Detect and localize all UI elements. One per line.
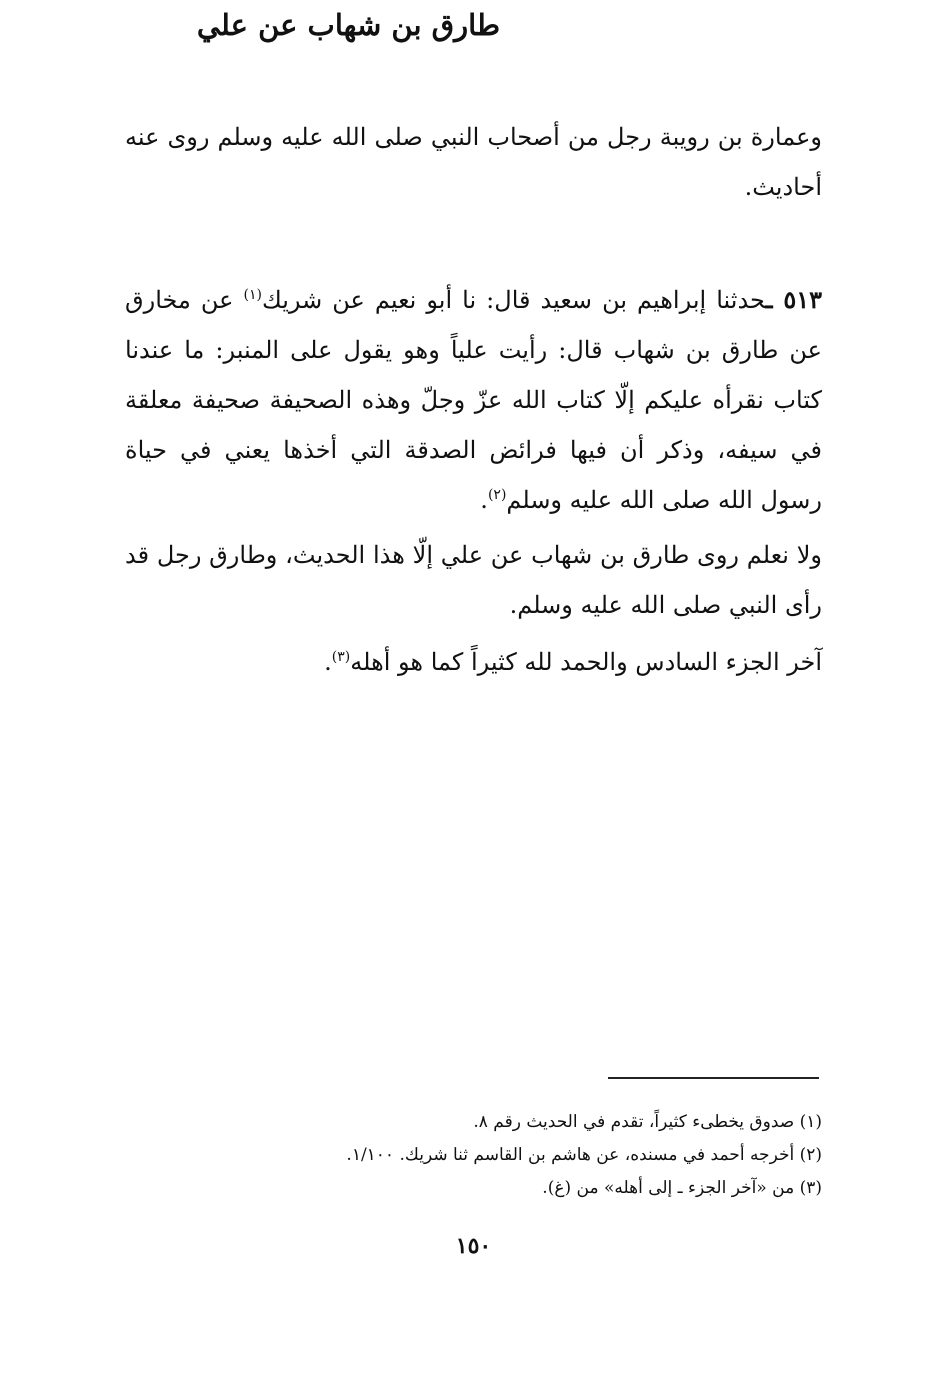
page-number: ١٥٠ [455, 1233, 492, 1259]
hadith-text-c: . [480, 486, 488, 514]
hadith-paragraph [125, 275, 822, 525]
hadith-text-b: عن مخارق عن طارق بن شهاب قال: رأيت علياً وهو يقول على المنبر: ما عندنا كتاب نقرأه عليكم إلّا كتاب الله عزّ وجلّ وهذه الصحيفة صحيفة معلقة في سيفه، وذكر أن فيها فرائض الصدقة التي أخذها يعني في حياة رسول الله صلى الله عليه وسلم [125, 286, 823, 514]
hadith-number: ٥١٣ ـ [765, 285, 822, 314]
section-heading: طارق بن شهاب عن علي [196, 8, 501, 42]
intro-paragraph: وعمارة بن رويبة رجل من أصحاب النبي صلى الله عليه وسلم روى عنه أحاديث. [125, 123, 822, 201]
footnote-ref-2: (٢) [487, 487, 507, 503]
footnote-2: (٢) أخرجه أحمد في مسنده، عن هاشم بن القاسم ثنا شريك. ١/١٠٠. [346, 1145, 822, 1165]
footnote-1: (١) صدوق يخطىء كثيراً، تقدم في الحديث رقم ٨. [473, 1112, 822, 1132]
footnote-divider [608, 1077, 819, 1079]
hadith-text-a: حدثنا إبراهيم بن سعيد قال: نا أبو نعيم عن شريك [261, 286, 766, 314]
colophon-paragraph [125, 637, 822, 687]
colophon-end: . [324, 648, 332, 676]
comment-paragraph: ولا نعلم روى طارق بن شهاب عن علي إلّا هذا الحديث، وطارق رجل قد رأى النبي صلى الله عليه وسلم. [125, 541, 822, 619]
footnote-ref-1: (١) [243, 287, 262, 303]
footnote-3: (٣) من «آخر الجزء ـ إلى أهله» من (غ). [542, 1178, 822, 1198]
footnotes [125, 1106, 822, 1205]
colophon-text: آخر الجزء السادس والحمد لله كثيراً كما هو أهله [350, 648, 822, 676]
footnote-ref-3: (٣) [331, 649, 351, 665]
